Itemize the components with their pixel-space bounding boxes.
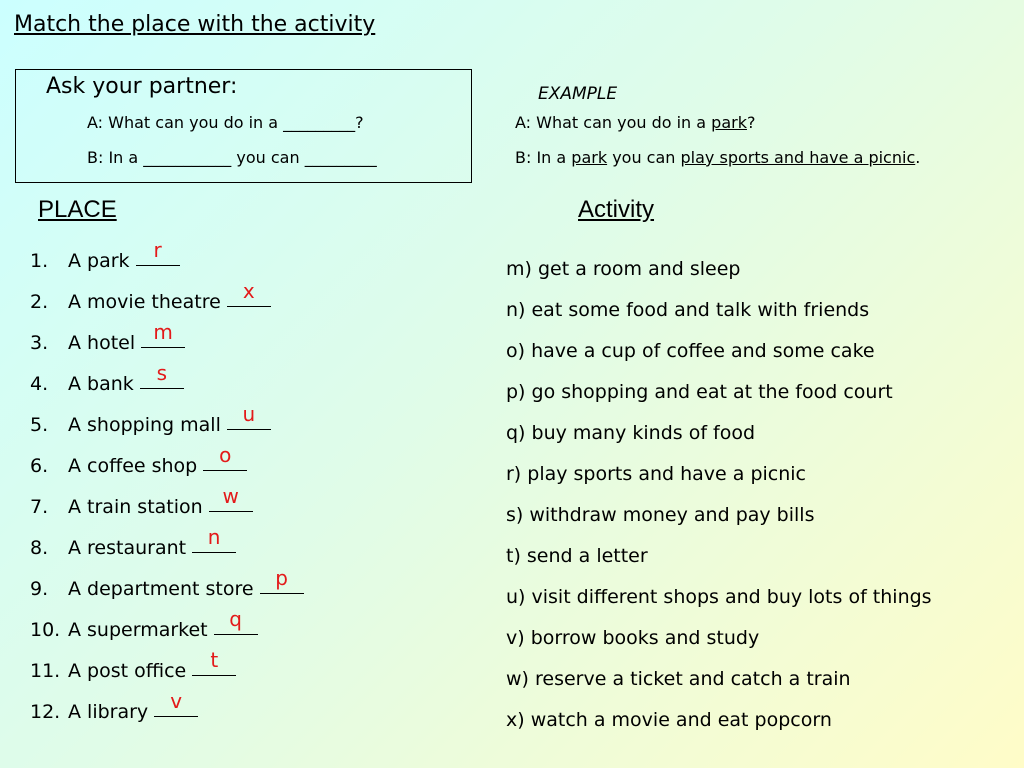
place-number: 11. xyxy=(30,660,61,682)
answer-blank xyxy=(192,552,236,553)
place-name: A park xyxy=(68,250,130,272)
answer-blank xyxy=(227,306,271,307)
place-item xyxy=(30,619,258,649)
place-heading: PLACE xyxy=(38,196,117,223)
activity-item: x) watch a movie and eat popcorn xyxy=(506,709,832,731)
answer-blank xyxy=(227,429,271,430)
answer-letter: u xyxy=(242,402,256,426)
place-name: A supermarket xyxy=(68,619,208,641)
place-number: 8. xyxy=(30,537,49,559)
answer-letter: q xyxy=(229,607,242,631)
activity-item: q) buy many kinds of food xyxy=(506,422,756,444)
answer-letter: m xyxy=(153,320,173,344)
answer-letter: t xyxy=(210,648,219,672)
activity-item: u) visit different shops and buy lots of things xyxy=(506,586,932,608)
answer-letter: p xyxy=(275,566,288,590)
place-number: 10. xyxy=(30,619,61,641)
place-name: A department store xyxy=(68,578,254,600)
ask-question-line: A: What can you do in a _________? xyxy=(87,113,364,132)
activity-item: s) withdraw money and pay bills xyxy=(506,504,815,526)
answer-letter: x xyxy=(242,279,255,303)
answer-letter: r xyxy=(153,238,162,262)
ask-partner-title: Ask your partner: xyxy=(46,74,238,99)
place-item xyxy=(30,578,304,608)
activity-item: t) send a letter xyxy=(506,545,648,567)
answer-blank xyxy=(140,388,184,389)
answer-letter: s xyxy=(156,361,167,385)
answer-blank xyxy=(203,470,247,471)
place-number: 2. xyxy=(30,291,49,313)
example-title: EXAMPLE xyxy=(538,84,618,104)
activity-item: w) reserve a ticket and catch a train xyxy=(506,668,851,690)
answer-blank xyxy=(141,347,185,348)
place-item xyxy=(30,414,271,444)
place-name: A hotel xyxy=(68,332,136,354)
place-name: A library xyxy=(68,701,149,723)
page-title: Match the place with the activity xyxy=(14,12,376,37)
place-name: A shopping mall xyxy=(68,414,221,436)
activity-item: r) play sports and have a picnic xyxy=(506,463,806,485)
answer-blank xyxy=(209,511,253,512)
answer-letter: o xyxy=(219,443,232,467)
place-name: A post office xyxy=(68,660,187,682)
place-name: A train station xyxy=(68,496,203,518)
activity-item: m) get a room and sleep xyxy=(506,258,741,280)
place-item xyxy=(30,660,236,690)
answer-blank xyxy=(136,265,180,266)
example-question: A: What can you do in a park? xyxy=(515,113,756,132)
ask-answer-line: B: In a ___________ you can _________ xyxy=(87,148,377,167)
place-name: A bank xyxy=(68,373,134,395)
answer-letter: n xyxy=(207,525,221,549)
place-number: 9. xyxy=(30,578,49,600)
place-number: 3. xyxy=(30,332,49,354)
place-name: A restaurant xyxy=(68,537,187,559)
answer-blank xyxy=(214,634,258,635)
activity-heading: Activity xyxy=(578,196,655,223)
place-number: 12. xyxy=(30,701,61,723)
place-item xyxy=(30,291,271,321)
place-number: 4. xyxy=(30,373,49,395)
place-number: 6. xyxy=(30,455,49,477)
place-number: 7. xyxy=(30,496,49,518)
activity-item: o) have a cup of coffee and some cake xyxy=(506,340,875,362)
place-number: 1. xyxy=(30,250,49,272)
answer-blank xyxy=(260,593,304,594)
place-item xyxy=(30,537,236,567)
place-item xyxy=(30,496,253,526)
place-name: A coffee shop xyxy=(68,455,198,477)
place-item xyxy=(30,455,247,485)
example-answer: B: In a park you can play sports and have a picnic. xyxy=(515,148,921,167)
activity-item: n) eat some food and talk with friends xyxy=(506,299,870,321)
answer-blank xyxy=(192,675,236,676)
place-number: 5. xyxy=(30,414,49,436)
activity-item: v) borrow books and study xyxy=(506,627,760,649)
answer-blank xyxy=(154,716,198,717)
answer-letter: w xyxy=(222,484,239,508)
answer-letter: v xyxy=(170,689,183,713)
place-name: A movie theatre xyxy=(68,291,221,313)
activity-item: p) go shopping and eat at the food court xyxy=(506,381,893,403)
